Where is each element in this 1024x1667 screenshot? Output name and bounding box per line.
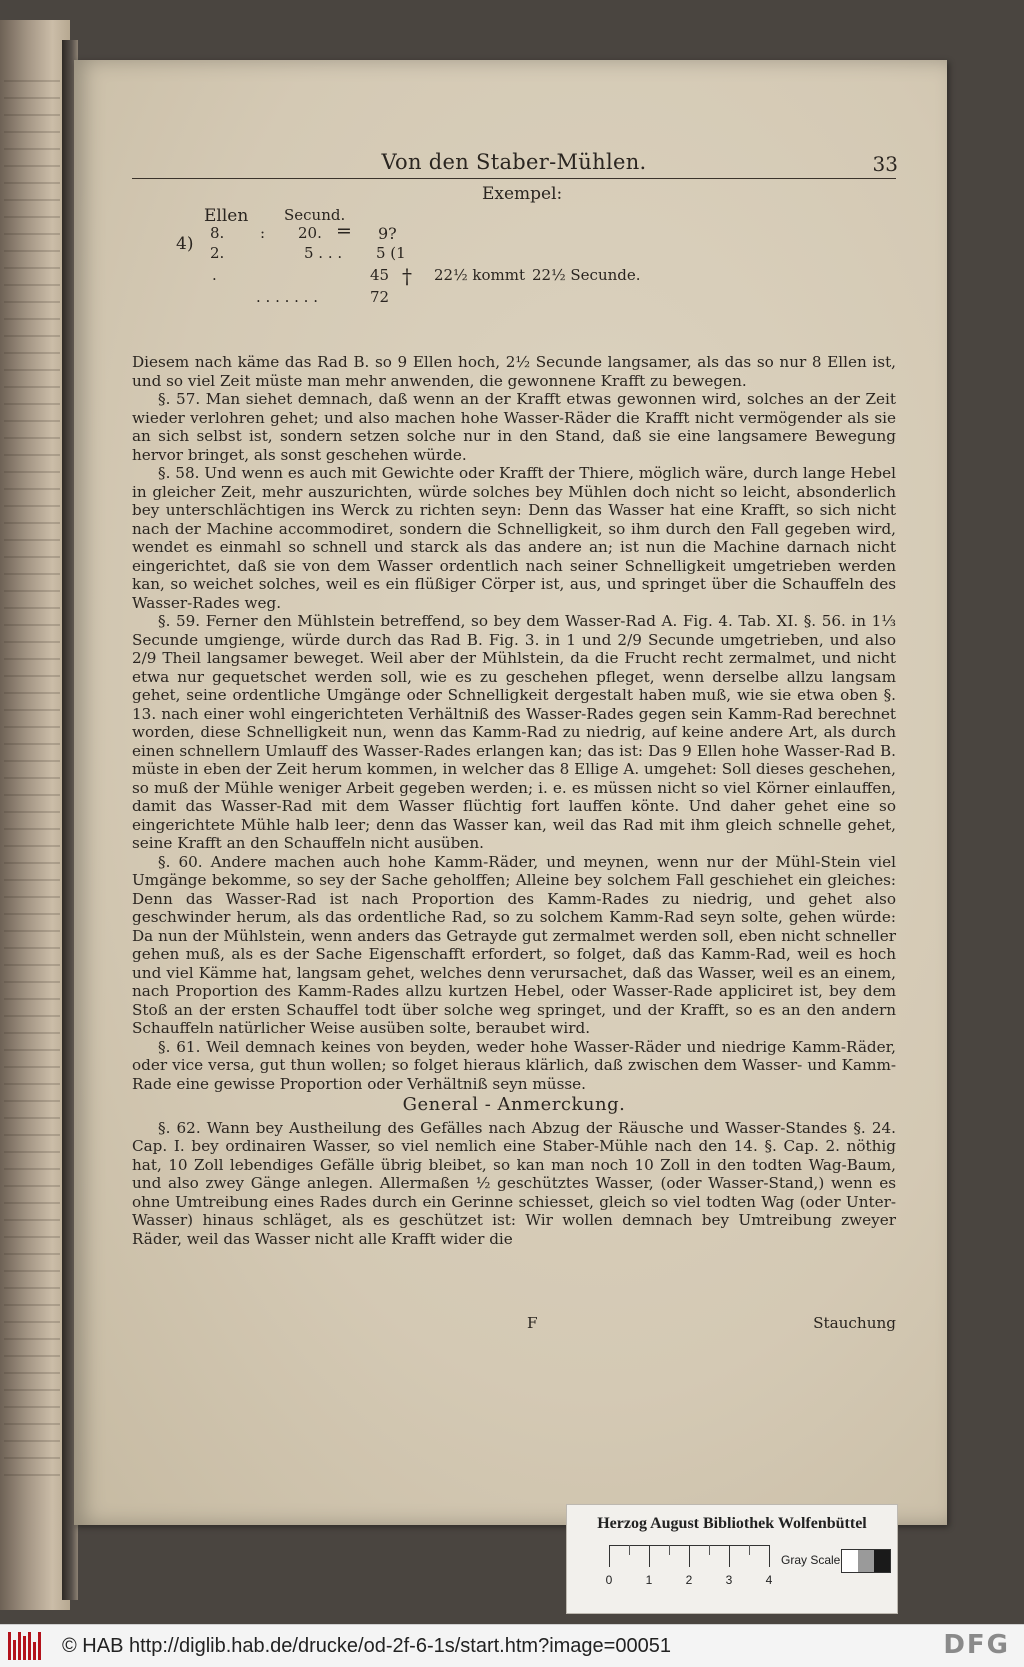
paragraph: §. 58. Und wenn es auch mit Gewichte oder Krafft der Thiere, möglich wäre, durch lange Hebel in gleicher Zeit, mehr auszurichten, würde solches bey Mühlen doch nicht so leicht, absonderlich bey unterschlächtigen ins Werck zu richten seyn: Denn das Wasser hat eine Krafft, so sich nicht nach der Machine accommodiret, sondern die Schnelligkeit, so ihm durch den Fall gegeben wird, wendet es einmahl so schnell und starck als das andere an; ist nun die Machine darnach nicht eingerichtet, daß sie von dem Wasser ordentlich nach seiner Schnelligkeit umgetrieben werden kan, so weichet solches, weil es ein flüßiger Cörper ist, aus, und springet über die Schauffeln des Wasser-Rades weg. [132, 464, 896, 612]
ruler-number: 0 [605, 1573, 613, 1587]
example-cell: : [260, 224, 266, 242]
ruler-number: 4 [765, 1573, 773, 1587]
paragraph: §. 60. Andere machen auch hohe Kamm-Räder, und meynen, wenn nur der Mühl-Stein viel Umgänge bekomme, so sey der Sache geholffen; Alleine bey solchem Fall geschiehet ein gleiches: Denn das Wasser-Rad ist nach Proportion des Kamm-Rades zu niedrig, und gehet also geschwinder herum, als das ordentliche Rad, so zu solchem Kamm-Rad seyn solte, gehen würde: Da nun der Mühlstein, wenn anders das Getrayde gut zermalmet werden soll, eben nicht schneller gehen muß, als es der Sache Eigenschafft erfordert, so folget, daß das Kamm-Rad, weil es hoch und viel Kämme hat, langsam gehet, welches denn verursachet, daß das Wasser, weil es an einem, nach Proportion des Kamm-Rades allzu kurtzen Hebel, oder Wasser-Rade appliciret ist, bey dem Stoß an der ersten Schauffel todt über solche weg springet, und der Krafft, so es an den andern Schauffeln natürlicher Weise ausüben solte, beraubet wird. [132, 852, 896, 1037]
example-col-ellen: Ellen [204, 206, 249, 226]
ruler-number: 2 [685, 1573, 693, 1587]
left-page-edge [0, 20, 70, 1610]
ruler-number: 3 [725, 1573, 733, 1587]
example-cell: † [402, 264, 412, 288]
example-cell: 22½ Secunde. [532, 266, 641, 284]
example-cell: = [336, 220, 352, 242]
page-footer-line [132, 1314, 896, 1336]
paragraph: §. 57. Man siehet demnach, daß wenn an der Krafft etwas gewonnen wird, solches an der Zeit wieder verlohren gehet; und also machen hohe Wasser-Räder die Krafft nicht vermögender als sie an sich selbst ist, sondern setzen solche nur in den Stand, daß sie eine langsamere Bewegung hervor bringet, als sonst geschehen würde. [132, 390, 896, 464]
example-cell: 45 [370, 266, 390, 284]
paragraph: §. 61. Weil demnach keines von beyden, weder hohe Wasser-Räder und niedrige Kamm-Räder, oder vice versa, gut thun wollen; so folget hieraus klärlich, daß zwischen dem Wasser- und Kamm-Rade eine gewisse Proportion oder Verhältniß seyn müsse. [132, 1037, 896, 1093]
paragraph: §. 59. Ferner den Mühlstein betreffend, so bey dem Wasser-Rad A. Fig. 4. Tab. XI. §. 56. in 1⅓ Secunde umgienge, würde durch das Rad B. Fig. 3. in 1 und 2/9 Secunde umgetrieben, und also 2/9 Theil langsamer beweget. Weil aber der Mühlstein, da die Frucht recht zermalmet, und nicht etwa nur gequetschet werden soll, wie es zu geschehen pfleget, wenn derselbe allzu langsam gehet, seine ordentliche Umgänge oder Schnelligkeit dergestalt haben muß, wie sie etwa oben §. 13. nach einer wohl eingerichteten Verhältniß des Wasser-Rades gegen sein Kamm-Rad berechnet worden, diese Schnelligkeit nun, wenn das Kamm-Rad zu niedrig, auf keine andere Art, als durch einen schnellern Umlauff des Wasser-Rades erlangen kan; das ist: Das 9 Ellen hohe Wasser-Rad B. müste in eben der Zeit herum kommen, in welcher das 8 Ellige A. umgehet: Soll dieses geschehen, so muß der Mühle weniger Arbeit gegeben werden; i. e. es müssen nicht so viel Körner einlauffen, damit das Wasser-Rad mit dem Wasser flüchtig fort lauffen könte. Und daher gehet eine so eingerichtete Mühle halb leer; denn das Wasser kan, weil das Rad mit ihm gleich schnelle gehet, seine Krafft an den Schauffeln nicht ausüben. [132, 612, 896, 852]
scale-ruler [605, 1545, 773, 1587]
ruler-number: 1 [645, 1573, 653, 1587]
running-head [132, 148, 896, 179]
book-page [74, 60, 947, 1525]
example-cell: . . . . . . . [256, 288, 318, 306]
example-cell: 2. [210, 244, 225, 262]
calculation-example [132, 184, 896, 350]
example-cell: 72 [370, 288, 390, 306]
example-row-label: 4) [176, 234, 194, 254]
copyright-link[interactable]: © HAB http://diglib.hab.de/drucke/od-2f-6-1s/start.htm?image=00051 [62, 1635, 671, 1657]
section-heading: General - Anmerckung. [402, 1094, 626, 1115]
page-number: 33 [872, 152, 898, 176]
running-title: Von den Staber-Mühlen. [381, 150, 647, 174]
example-cell: 20. [298, 224, 322, 242]
gray-scale-label: Gray Scale [781, 1553, 841, 1567]
dfg-logo: DFG [943, 1630, 1010, 1660]
example-cell: 5 . . . [304, 244, 343, 262]
example-heading: Exempel: [482, 184, 563, 204]
example-cell: . [212, 266, 217, 284]
example-cell: 22½ kommt [434, 266, 525, 284]
example-cell: 5 (1 [376, 244, 406, 262]
hab-logo-icon [8, 1632, 46, 1660]
body-text [132, 353, 896, 1248]
signature-mark: F [527, 1314, 538, 1332]
example-col-secund: Secund. [284, 206, 346, 224]
gray-scale-swatch [841, 1549, 891, 1573]
paragraph: Diesem nach käme das Rad B. so 9 Ellen hoch, 2½ Secunde langsamer, als das so nur 8 Ellen ist, und so viel Zeit müste man mehr anwenden, die gewonnene Krafft zu bewegen. [132, 353, 896, 390]
library-calibration-label [566, 1504, 898, 1614]
example-cell: 9? [378, 224, 397, 243]
library-name: Herzog August Bibliothek Wolfenbüttel [597, 1515, 867, 1532]
paragraph: §. 62. Wann bey Austheilung des Gefälles nach Abzug der Räusche und Wasser-Standes §. 24. Cap. I. bey ordinairen Wasser, so viel nemlich eine Staber-Mühle nach den 14. §. Cap. 2. nöthig hat, 10 Zoll lebendiges Gefälle übrig bleibet, so kan man noch 10 Zoll in den todten Wag-Baum, und also zwey Gänge anlegen. Allermaßen ½ geschütztes Wasser, (oder Wasser-Stand,) wenn es ohne Umtreibung eines Rades durch ein Gerinne schiesset, gleich so viel todten Wag (oder Unter-Wasser) hinaus schläget, als es geschützet ist: Wir wollen demnach bey Umtreibung zweyer Räder, weil das Wasser nicht alle Krafft wider die [132, 1118, 896, 1248]
viewer-footer-bar [0, 1624, 1024, 1667]
catchword: Stauchung [813, 1314, 896, 1332]
example-cell: 8. [210, 224, 225, 242]
